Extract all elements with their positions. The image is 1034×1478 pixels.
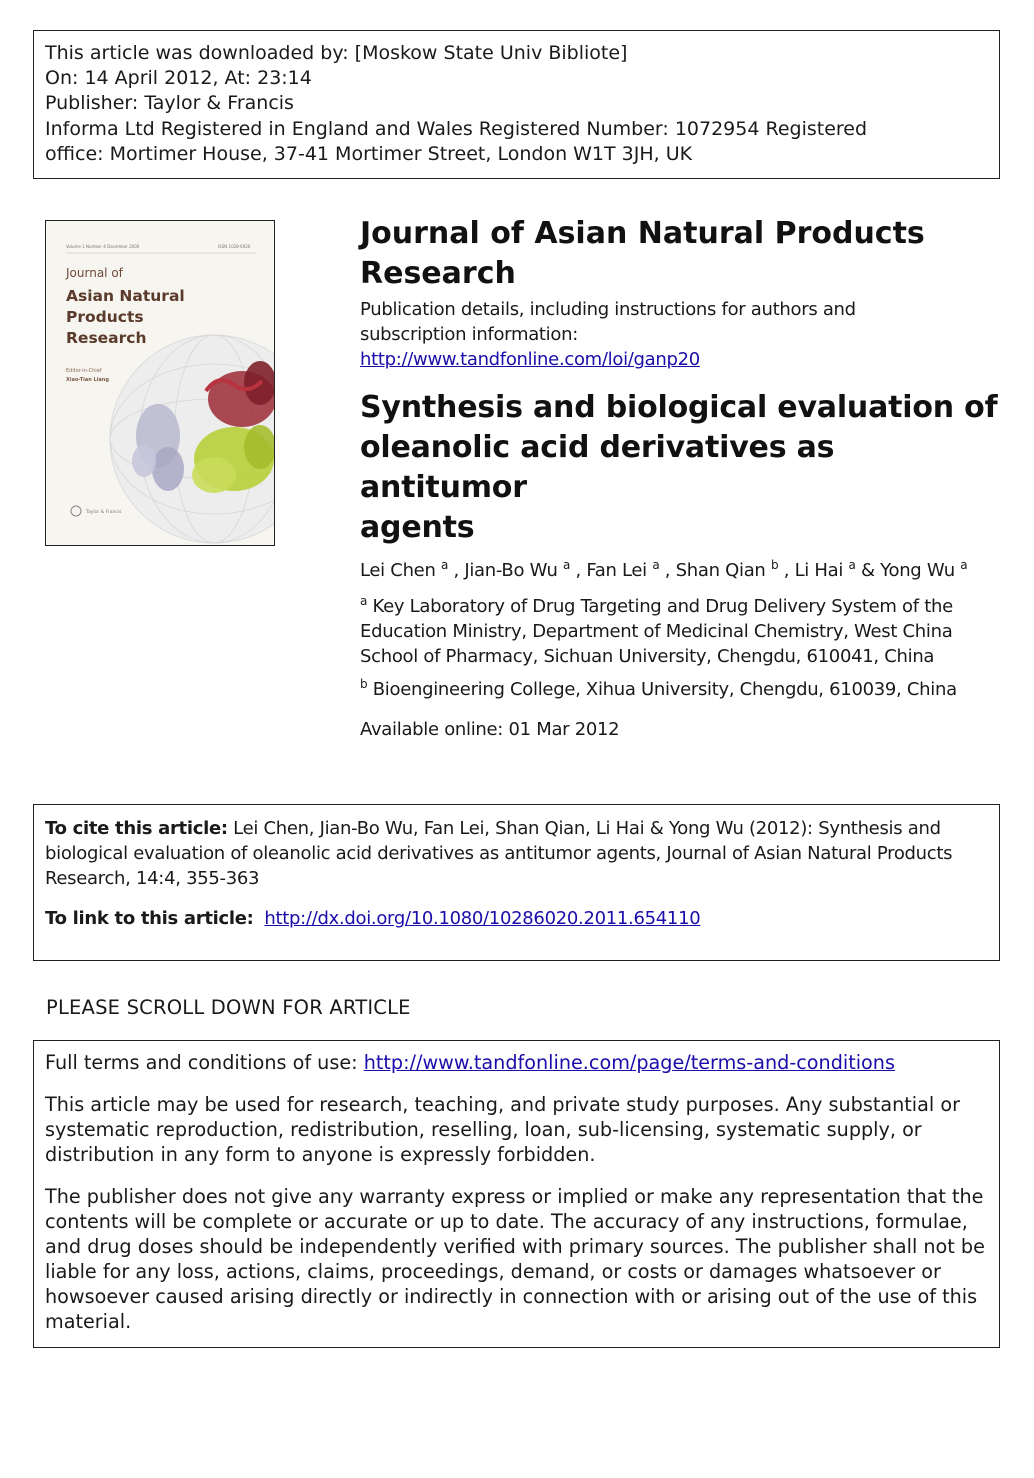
- terms-paragraph: This article may be used for research, teaching, and private study purposes. Any substantial or systematic reproduction, redistribution, reselling, loan, sub-licensing, systematic supply, or distribution in any form to anyone is expressly forbidden.: [45, 1093, 960, 1166]
- article-header: [360, 214, 1000, 742]
- affiliation-b: $^b$ Bioengineering College, Xihua University, Chengdu, 610039, China: [360, 677, 957, 700]
- author-name: Shan Qian: [675, 560, 771, 581]
- affiliation-marker: a: [441, 558, 449, 572]
- author-list: Lei Chen $^a$ , Jian-Bo Wu $^a$ , Fan Lei $^a$ , Shan Qian $^b$ , Li Hai $^a$ & Yong Wu $^a$: [360, 558, 968, 581]
- download-line: Informa Ltd Registered in England and Wales Registered Number: 1072954 Registered: [45, 117, 868, 140]
- cover-volume: Volume 1 Number 4 December 2000: [66, 244, 140, 249]
- download-line: On: 14 April 2012, At: 23:14: [45, 67, 312, 90]
- citation-label: To cite this article:: [45, 818, 228, 839]
- download-line: Publisher: Taylor & Francis: [45, 92, 294, 115]
- cover-title-line: Research: [66, 329, 147, 347]
- cover-editor-name: Xiao-Tian Liang: [66, 377, 109, 383]
- cover-title-line: Products: [66, 308, 144, 326]
- affiliation-marker: a: [960, 558, 968, 572]
- terms-box: [33, 1040, 1000, 1348]
- affiliation-marker: a: [563, 558, 571, 572]
- journal-title: Journal of Asian Natural Products Research: [360, 216, 925, 291]
- citation-text: To cite this article: Lei Chen, Jian-Bo Wu, Fan Lei, Shan Qian, Li Hai & Yong Wu (2012): Synthesis and biological evaluation of oleanolic acid derivatives as antitumor agents, Journal of Asian Natural Products Research, 14:4, 355-363: [45, 818, 953, 889]
- affiliation-a: $^a$ Key Laboratory of Drug Targeting and Drug Delivery System of the Education Ministry, Department of Medicinal Chemistry, West China School of Pharmacy, Sichuan University, Chengdu, 610041, China: [360, 594, 953, 667]
- affiliation-marker: a: [848, 558, 856, 572]
- cover-issn: ISSN 1028-6020: [218, 244, 251, 249]
- cover-journal-of: Journal of: [66, 266, 123, 280]
- cover-editor-label: Editor-in-Chief: [66, 368, 102, 374]
- scroll-notice: PLEASE SCROLL DOWN FOR ARTICLE: [46, 996, 411, 1019]
- affiliation-marker: b: [770, 558, 779, 572]
- article-link-row: [45, 906, 988, 931]
- doi-link[interactable]: http://dx.doi.org/10.1080/10286020.2011.654110: [264, 908, 701, 929]
- available-online: Available online: 01 Mar 2012: [360, 719, 620, 740]
- author-name: Lei Chen: [360, 560, 441, 581]
- terms-line: Full terms and conditions of use: http://www.tandfonline.com/page/terms-and-conditions: [45, 1051, 895, 1074]
- cover-publisher: Taylor & Francis: [86, 510, 122, 515]
- article-title: Synthesis and biological evaluation of oleanolic acid derivatives as antitumor agents: [360, 390, 998, 545]
- cover-title-line: Asian Natural: [66, 287, 185, 305]
- terms-link[interactable]: http://www.tandfonline.com/page/terms-and-conditions: [363, 1051, 895, 1074]
- journal-url-link[interactable]: http://www.tandfonline.com/loi/ganp20: [360, 349, 700, 370]
- download-notice-box: [33, 30, 1000, 179]
- download-line: This article was downloaded by: [Moskow State Univ Bibliote]: [45, 42, 628, 64]
- publication-details: Publication details, including instructions for authors and subscription information: http://www.tandfonline.com/loi/ganp20: [360, 299, 856, 370]
- author-name: Yong Wu: [880, 560, 961, 581]
- author-name: Jian-Bo Wu: [464, 560, 563, 581]
- disclaimer-paragraph: The publisher does not give any warranty express or implied or make any representation that the contents will be complete or accurate or up to date. The accuracy of any instructions, formulae, and drug doses should be independently verified with primary sources. The publisher shall not be liable for any loss, actions, claims, proceedings, demand, or costs or damages whatsoever or howsoever caused arising directly or indirectly in connection with or arising out of the use of this material.: [45, 1185, 985, 1333]
- author-name: Fan Lei: [586, 560, 653, 581]
- journal-cover-image: [45, 220, 275, 546]
- citation-box: [33, 804, 1000, 961]
- author-name: Li Hai: [794, 560, 849, 581]
- link-label: To link to this article:: [45, 908, 254, 929]
- download-line: office: Mortimer House, 37-41 Mortimer Street, London W1T 3JH, UK: [45, 142, 693, 165]
- affiliation-marker: a: [652, 558, 660, 572]
